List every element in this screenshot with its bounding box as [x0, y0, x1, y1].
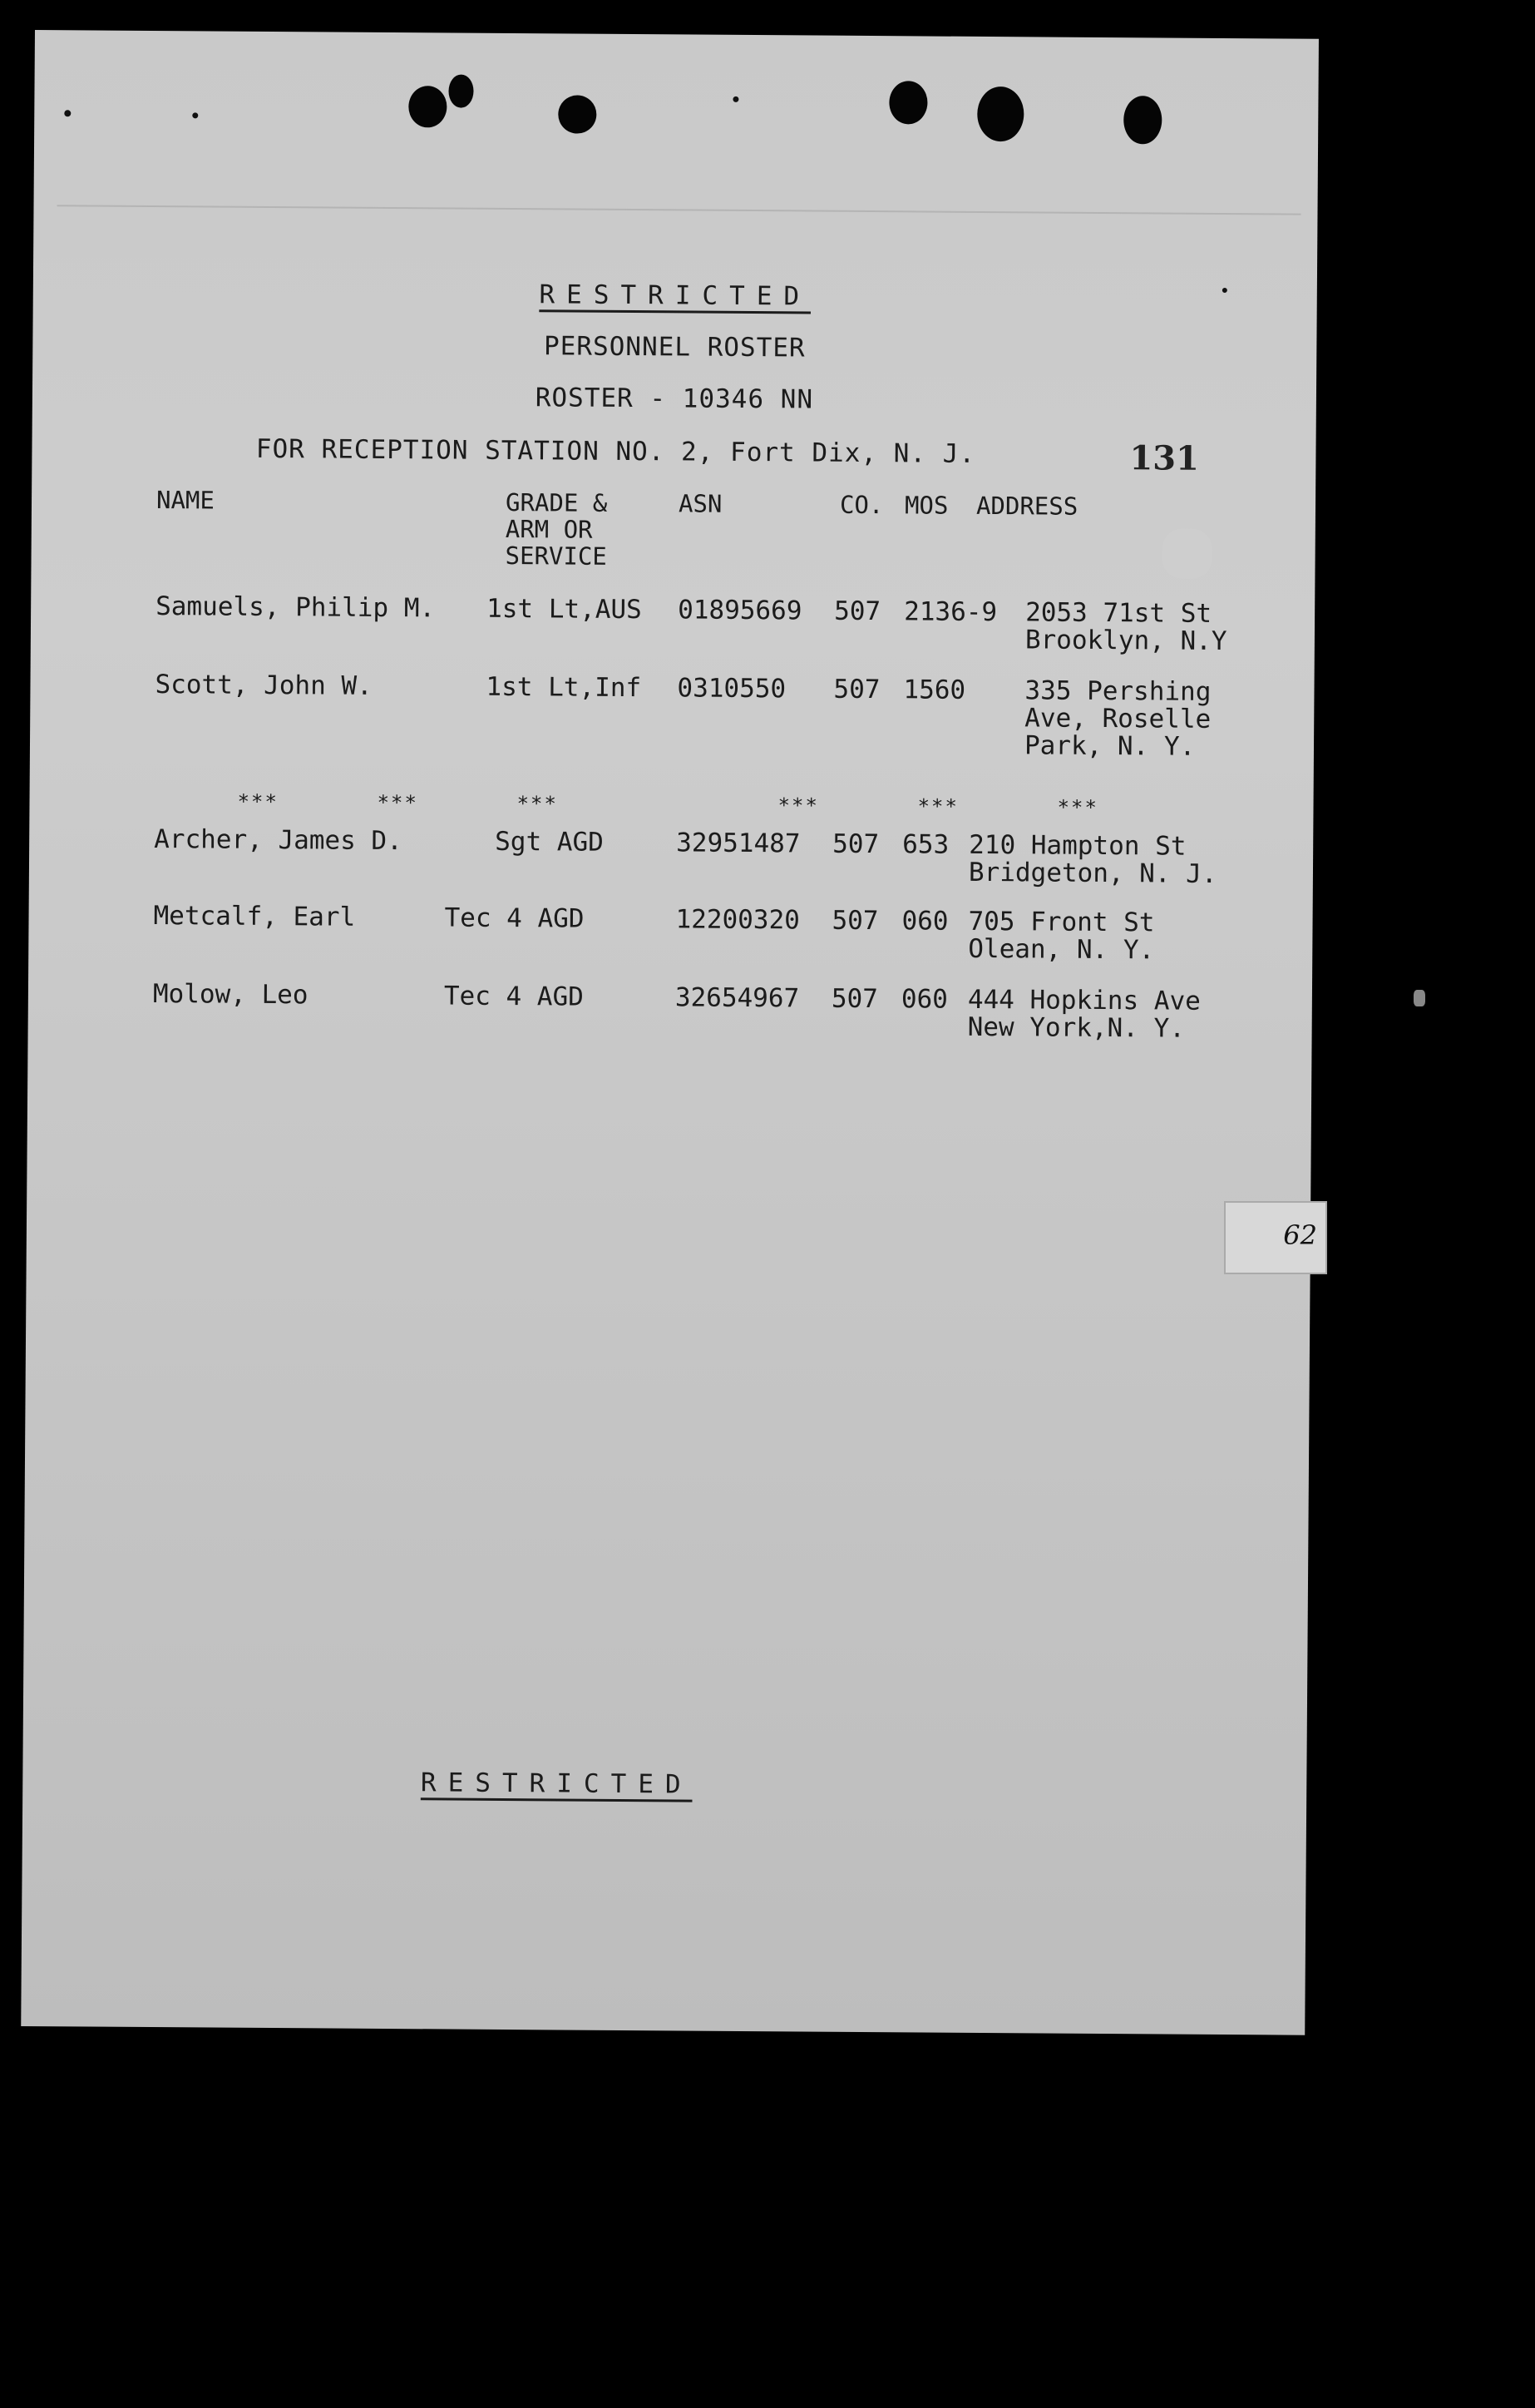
cell-co: 507 [833, 674, 881, 705]
cell-asn: 32654967 [674, 982, 800, 1014]
column-header-mos: MOS [904, 491, 949, 520]
cell-name: Archer, James D. [154, 824, 402, 857]
cell-address: 705 Front St Olean, N. Y. [968, 906, 1155, 966]
column-header-name: NAME [155, 486, 215, 515]
document-title: PERSONNEL ROSTER [543, 331, 806, 363]
cell-mos: 060 [901, 906, 949, 937]
punch-hole [448, 74, 473, 107]
separator-stars: *** [377, 790, 418, 815]
cell-co: 507 [834, 596, 881, 627]
cell-address: 210 Hampton St Bridgeton, N. J. [968, 829, 1217, 889]
classification-bottom: RESTRICTED [420, 1768, 693, 1800]
cell-asn: 0310550 [677, 673, 787, 705]
roster-page [21, 30, 1319, 2035]
separator-stars: *** [777, 794, 819, 818]
cell-address: 335 Pershing Ave, Roselle Park, N. Y. [1024, 675, 1212, 762]
column-header-asn: ASN [678, 489, 723, 518]
column-header-address: ADDRESS [975, 491, 1078, 521]
cell-asn: 32951487 [676, 828, 801, 859]
speck [64, 110, 71, 116]
speck [1414, 990, 1425, 1006]
cell-grade: Sgt AGD [495, 826, 604, 858]
cell-co: 507 [832, 828, 880, 860]
classification-top: RESTRICTED [539, 279, 812, 312]
punch-hole [889, 81, 927, 124]
separator-stars: *** [917, 794, 959, 818]
cell-co: 507 [831, 983, 879, 1015]
cell-mos: 060 [901, 984, 949, 1015]
cell-grade: Tec 4 AGD [444, 902, 585, 934]
cell-name: Molow, Leo [152, 979, 308, 1011]
separator-stars: *** [237, 789, 279, 814]
reception-station-line: FOR RECEPTION STATION NO. 2, Fort Dix, N. J. [255, 433, 976, 469]
cell-address: 444 Hopkins Ave New York,N. Y. [967, 984, 1201, 1044]
fold-line [57, 205, 1301, 215]
cell-mos: 1560 [903, 675, 966, 705]
cell-mos: 653 [902, 829, 950, 860]
punch-hole [558, 95, 596, 133]
cell-asn: 01895669 [678, 595, 802, 626]
tab-label: 62 [1283, 1219, 1317, 1251]
cell-asn: 12200320 [675, 904, 800, 936]
cell-name: Samuels, Philip M. [155, 591, 436, 624]
column-header-grade: GRADE & ARM OR SERVICE [505, 487, 608, 571]
edge-tab [1224, 1201, 1327, 1274]
separator-stars: *** [1057, 795, 1098, 819]
punch-hole [1123, 96, 1162, 144]
speck [192, 112, 198, 118]
cell-name: Metcalf, Earl [153, 901, 356, 932]
roster-number: ROSTER - 10346 NN [535, 383, 814, 415]
sheet-number: 131 [1129, 438, 1200, 478]
light-blot [1162, 528, 1212, 578]
separator-stars: *** [516, 792, 558, 816]
punch-hole [408, 86, 447, 127]
cell-address: 2053 71st St Brooklyn, N.Y [1024, 597, 1227, 657]
cell-grade: 1st Lt,Inf [486, 671, 642, 704]
cell-grade: 1st Lt,AUS [486, 593, 642, 625]
column-header-co: CO. [839, 490, 884, 520]
cell-grade: Tec 4 AGD [443, 981, 585, 1012]
punch-hole [977, 87, 1024, 141]
cell-mos: 2136-9 [904, 596, 998, 628]
speck [733, 96, 738, 102]
cell-co: 507 [832, 905, 879, 937]
cell-name: Scott, John W. [155, 670, 373, 701]
